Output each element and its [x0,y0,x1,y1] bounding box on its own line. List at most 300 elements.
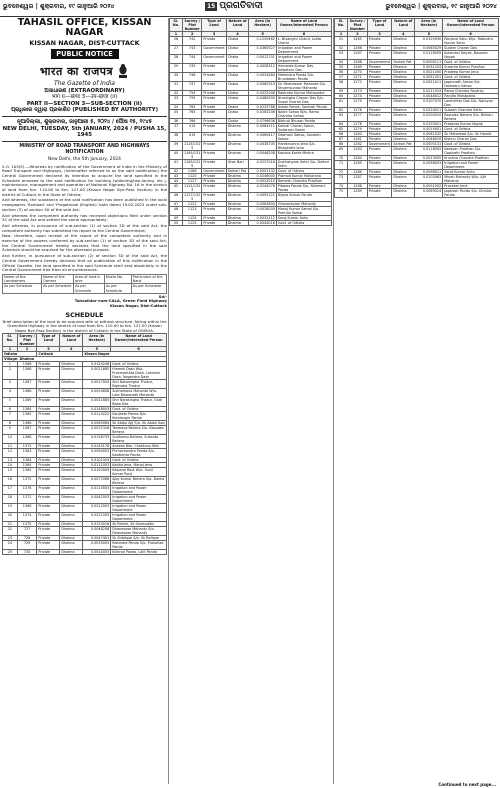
owner-name-cell: Sukhamana Mohanta W/o- Late Biswanath Mohanta [111,389,167,398]
land-type-cell: Private [202,119,226,124]
schedule-header-row [170,19,332,32]
owner-name-cell: Irrigation and Power Department [443,161,499,170]
sl-no-cell: 58 [335,80,348,89]
land-nature-cell: Dhalma [60,550,83,555]
land-type-cell: Private [37,380,60,389]
sl-no-cell: 59 [335,89,348,94]
land-type-cell: Private [202,184,226,193]
col-header-sl: Sl. No. [335,19,348,32]
area-hectare-cell: 0.0012701 [249,55,277,64]
area-hectare-cell: 0.0061032 [415,132,443,137]
land-type-cell: Private [367,137,392,142]
plot-no-cell: 1127 [182,179,201,184]
land-nature-cell: Dhalma [392,175,415,184]
owner-name-cell: Himesh Dash W/o- Prahmadutta Dash, Lakshmi Dash, Nagendra Dash [111,367,167,380]
area-hectare-cell: 0.0021685 [83,398,111,407]
owner-name-cell: Ashok Panda, Santosh Panda [276,105,331,110]
land-nature-cell: Chaka [226,110,249,119]
table-row [170,46,332,55]
sl-no-cell: 33 [170,96,183,105]
sl-no-cell: 47 [170,202,183,207]
land-type-cell: Private [367,175,392,184]
col-number: 3 [202,32,226,37]
summary-cell: As per Schedule [73,284,104,293]
owner-name-cell: Harekrushna Jena S/o- Bhagirathi Jena [276,142,331,151]
plot-no-cell: 1276 [348,108,368,113]
land-type-cell: Private [367,170,392,175]
schedule-table-1 [2,333,167,555]
signature-designation: Tahasildar-cum-CALA, Green Field Highway [74,298,167,304]
plot-no-cell: 1376 [17,486,37,495]
land-type-cell: Private [37,421,60,426]
header-left-dateline: ଭୁବନେଶ୍ୱର | ଶୁକ୍ରବାର, ୧୯ ଜାନୁଆରି ୨୦୨୪ [3,3,115,10]
land-type-cell: Private [367,127,392,132]
area-hectare-cell: 0.0069024 [415,189,443,198]
col-number: 1 [3,347,18,352]
plot-no-cell: 1165/1315 [184,160,201,168]
plot-no-cell: 1368 [17,435,37,444]
land-nature-cell: Dhalma [60,407,83,412]
land-nature-cell: Dhalma [392,170,415,175]
area-hectare-cell: 0.0051001 [415,75,443,80]
plot-no-cell: 1270 [348,70,368,75]
plot-no-cell: 1285 [348,161,368,170]
col-number: 2 [348,32,368,37]
land-type-cell: Government [368,60,390,64]
table-row [170,193,332,202]
col-number: 1 [170,32,183,37]
sl-no-cell: 22 [3,527,18,536]
sl-no-cell: 73 [335,175,348,184]
col-header-sl: Sl. No. [3,334,18,347]
col-header-nature: Nature of Land [392,19,415,32]
table-row [3,468,167,477]
owner-name-cell: Kalpana Rout W/o- Sunil Kumar Rout [111,468,167,477]
land-nature-cell: Dhalma [392,137,415,142]
sl-no-cell: 25 [3,550,18,555]
summary-header-cell: Name of the Owners [41,275,73,284]
land-nature-cell: Dhalma [392,132,415,137]
sl-no-cell: 7 [3,412,18,421]
plot-no-cell: 1287 [348,175,368,184]
sl-no-cell: 66 [335,132,348,137]
plot-no-cell: 744 [182,55,201,64]
land-nature-cell: Dhalma [226,179,249,184]
sl-no-cell: 62 [335,108,348,113]
owner-name-cell: Shri Narasingha Thakur, Gadi Baba Das [111,398,167,407]
land-type-cell: Private [37,367,60,380]
sl-no-cell: 46 [170,193,183,202]
plot-no-cell: 1279 [348,127,368,132]
owner-name-cell: Pitabas Panda S/o- Nilamani Panda [276,184,331,193]
table-row [170,110,332,119]
land-type-cell: Private [202,133,226,142]
owner-name-cell: Ranjana Sahu W/o- Rabindra Kumar Sahu [443,37,499,46]
land-nature-cell: Chaka [226,37,249,46]
land-nature-cell: Dhalma [60,495,83,504]
table-row [3,435,167,444]
land-nature-cell: Dhalma [392,94,415,99]
area-hectare-cell: 0.0153016 [83,522,111,527]
land-type-cell: Private [367,147,392,156]
land-nature-cell: Dhalma [226,184,249,193]
plot-no-cell: 1123 [182,207,201,216]
summary-header-cell: Khata No. [104,275,131,284]
owner-name-cell: Narayan Pradhan S/o- Gopinath Pradhan [443,147,499,156]
sl-no-cell: 36 [170,119,183,124]
area-hectare-cell: 0.1229462 [249,37,277,46]
sl-no-cell: 23 [3,536,18,541]
owner-name-cell: Laxmidhar Das S/o- Narayan Das [443,99,499,108]
sl-no-cell: 27 [170,46,183,55]
col-header-sl: Sl. No. [170,19,183,32]
table-row [3,477,167,486]
plot-no-cell: 1367 [17,380,37,389]
area-hectare-cell: 0.0019001 [415,127,443,132]
sl-no-cell: 13 [3,458,18,463]
owner-name-cell: Manoj Kumar Samal S/o- Prafulla Samal [276,207,331,216]
sl-no-cell: 35 [170,110,183,119]
area-hectare-cell: 0.0024608 [83,389,111,398]
sl-no-cell: 28 [170,55,183,64]
sl-no-cell: 16 [3,477,18,486]
plot-no-cell: 1364 [17,407,37,412]
plot-no-cell: 729 [17,541,37,550]
land-nature-cell: Dhalma [392,75,415,80]
plot-no-cell: 1375 [17,522,37,527]
area-hectare-cell: 0.0312003 [83,504,111,513]
area-hectare-cell: 0.0038705 [249,142,277,151]
notice-paragraph-3: And whereas the competent authority has received objections filed under section 3C of the said Act and settled the same appropriately; [2,212,167,223]
table-row [170,64,332,73]
area-hectare-cell: 0.0031203 [415,65,443,70]
area-hectare-cell: 0.0085064 [83,421,111,426]
area-hectare-cell: 0.0227018 [249,160,277,169]
table-row [3,389,167,398]
gazette-english-title: The Gazette of India [54,80,115,87]
owner-name-cell: Sk Mahamad S/o- Sk Hamid [443,132,499,137]
land-type-cell: Private [202,142,226,151]
area-hectare-cell: 0.0058003 [415,161,443,170]
table-row [3,504,167,513]
col-number: 3 [37,347,60,352]
col-header-type: Type of Land [202,19,226,32]
gazette-masthead [2,61,167,81]
area-hectare-cell: 0.0063800 [249,202,277,207]
sl-no-cell: 70 [335,156,348,161]
land-type-cell: Private [37,495,60,504]
table-row [335,51,499,60]
area-hectare-cell: 0.0013005 [415,156,443,161]
col-number: 2 [17,347,37,352]
plot-no-cell: 1120 [182,174,201,179]
land-nature-cell: Sarkari Pat [226,169,249,174]
owner-name-cell: Irrigation and Power Department [111,495,167,504]
sl-no-cell: 56 [335,70,348,75]
table-row [3,398,167,407]
village-cell: Village: Dhalma [3,357,167,362]
area-hectare-cell: 0.0084211 [249,124,277,133]
owner-name-cell: Kabita Jena, Manoj Jena [111,463,167,468]
owner-name-cell: Rabindra Kumar Mohapatra [276,91,331,96]
table-row [3,486,167,495]
page-header [0,0,500,17]
table-row [335,161,499,170]
sl-no-cell: 39 [170,142,183,151]
plot-no-cell: 1365 [17,412,37,421]
land-nature-cell: Chaka [226,64,249,73]
table-row [170,37,332,46]
owner-name-cell: Irrigation and Power Department [276,46,331,55]
col-number: 2 [182,32,201,37]
issue-odia: ନୂଆଦିଲ୍ଲୀ, ଶୁକ୍ରବାର, ଜାନୁଆରୀ ୫, ୨୦୨୪ / ପୌଷ ୧୫, ୧୯୪୫ [17,118,152,125]
owner-name-cell: Sudam Charan Das [443,46,499,51]
land-nature-cell: Dhalma [60,412,83,421]
owner-name-cell: Mahendra Panda S/o- Brundaban Panda [276,73,331,82]
plot-no-cell: 728 [17,536,37,541]
plot-no-cell: 1363 [17,449,37,458]
land-nature-cell: Dhalma [226,193,249,202]
divider [2,141,167,142]
table-row [335,189,499,198]
land-type-cell: Private [37,536,60,541]
land-nature-cell: Chaka [226,73,249,82]
owner-name-cell: Bishnu Charan Das [443,137,499,142]
land-type-cell: Private [367,80,392,89]
owner-name-cell: Govt. of Odisha [443,75,499,80]
land-nature-cell: Dhalma [392,147,415,156]
part-english: PART II—SECTION 3—SUB-SECTION (ii) [26,100,143,107]
land-type-cell: Private [367,65,392,70]
land-nature-cell: Dhalma [60,527,83,536]
land-nature-cell: Dhalma [226,133,249,142]
owner-name-cell: Tanmaya Behera S/o- Basudev Behera [111,426,167,435]
area-hectare-cell: 0.0103063 [415,175,443,184]
land-type-cell: Private [202,179,226,184]
sl-no-cell: 12 [3,449,18,458]
schedule-body-2 [170,37,332,226]
sl-no-cell: 20 [3,513,18,522]
plot-no-cell: 1366 [17,362,37,367]
land-type-cell: Private [367,122,392,127]
land-type-cell: Government [368,142,390,146]
plot-no-cell: 1122 [182,202,201,207]
sl-no-cell: 1 [3,362,18,367]
land-nature-cell: Dhalma [226,207,249,216]
owner-name-cell: Govt. of Odisha [111,362,167,367]
area-hectare-cell: 0.0263206 [249,110,277,119]
land-type-cell: Private [367,75,392,80]
owner-name-cell: Rabindra Panda S/o- Prahallad Panda [111,541,167,550]
owner-name-cell: Irrigation and Power Department [111,486,167,495]
land-nature-cell: Dhalma [392,65,415,70]
summary-cell: As per Schedule [104,284,131,293]
owner-name-cell: Sitamani Sahoo, Sanatan Sahoo [276,133,331,142]
area-hectare-cell: 0.0047401 [83,536,111,541]
col-number: 4 [60,347,83,352]
sl-no-cell: 61 [335,99,348,108]
col-header-area: Area (in Hectare) [83,334,111,347]
land-nature-cell: Dhalma [60,398,83,407]
plot-no-cell: 1127/1325 [184,193,201,201]
table-row [170,55,332,64]
sl-no-cell: 6 [3,407,18,412]
public-notice-label: PUBLIC NOTICE [51,49,119,59]
col-number: 5 [415,32,443,37]
area-hectare-cell: 0.0048012 [415,94,443,99]
land-nature-cell: Dhalma [60,468,83,477]
land-nature-cell: Dhalma [60,362,83,367]
land-nature-cell: Ghar Bari [226,160,249,169]
owner-name-cell: Govt. of Odisha [276,169,331,174]
plot-no-cell: 1367 [17,426,37,435]
land-nature-cell: Dhalma [392,99,415,108]
sl-no-cell: 17 [3,486,18,495]
sl-no-cell: 2 [3,367,18,380]
land-type-cell: Private [37,435,60,444]
sl-no-cell: 24 [3,541,18,550]
col-number: 4 [226,32,249,37]
area-hectare-cell: 0.0021685 [83,367,111,380]
plot-no-cell: 1366 [17,421,37,426]
area-hectare-cell: 0.0024484 [249,73,277,82]
land-type-cell: Private [367,132,392,137]
owner-name-cell: Shri Narasingha Thakur, Rajendra Thakur [111,380,167,389]
sl-no-cell: 60 [335,94,348,99]
land-type-cell: Private [367,113,392,122]
plot-no-cell: 1269 [348,65,368,70]
plot-no-cell: 1266 [348,46,368,51]
land-type-cell: Private [37,504,60,513]
notification-date: New Delhi, the 5th January, 2024 [48,156,121,162]
sl-no-cell: 57 [335,75,348,80]
owner-name-cell: Susanta Kumar Pradhan [443,65,499,70]
plot-no-cell: 1166 [182,169,201,174]
sl-no-cell: 21 [3,522,18,527]
owner-name-cell: Krushna Chandra Pradhan [443,156,499,161]
plot-no-cell: 1271 [348,75,368,80]
area-hectare-cell: 0.0144178 [83,444,111,449]
plot-no-cell: 1366 [17,504,37,513]
area-hectare-cell: 0.0000111 [415,60,443,65]
schedule-table-2 [169,18,332,226]
summary-cell: As per Schedule [41,284,73,293]
sl-no-cell: 68 [335,142,348,147]
col-header-plot: Survey / Plot Number [19,334,35,347]
owner-name-cell: Aneesa Bibi, Chakkunu Bibi [111,444,167,449]
area-hectare-cell: 0.0014003 [83,550,111,555]
summary-cell: As per Schedule [3,284,42,293]
sl-no-cell: 9 [3,426,18,435]
sl-no-cell: 44 [170,179,183,184]
sl-no-cell: 43 [170,174,183,179]
land-nature-cell: Dhalma [392,184,415,189]
land-nature-cell: Dhalma [392,70,415,75]
land-type-cell: Private [202,110,226,119]
plot-no-cell: 1375 [17,477,37,486]
area-hectare-cell: 0.0092121 [249,193,277,202]
area-hectare-cell: 0.0035003 [83,541,111,550]
area-hectare-cell: 0.0124248 [83,362,111,367]
table-row [170,184,332,193]
land-nature-cell: Dhalma [392,37,415,46]
owner-name-cell: Ghanashyam Mohanty [276,202,331,207]
notice-paragraph-2: And whereas, the substance of the said notification has been published in the local newspapers 'Sambad' and 'Pragativadi (English)' both dated 19.02.2023 under sub-section (3) of section 3A of the said Act; [2,197,167,212]
summary-cell: As per Schedule [131,284,166,293]
sl-no-cell: 52 [335,46,348,51]
plot-no-cell: 755 [182,96,201,105]
owner-name-cell: Kulamani Nayak, Basanta Nayak [443,51,499,60]
area-hectare-cell: 0.0046208 [83,527,111,536]
area-hectare-cell: 0.0000131 [415,142,443,147]
state-cell: Odisha [3,352,37,357]
col-number: 6 [443,32,499,37]
sl-no-cell: 64 [335,122,348,127]
land-nature-cell: Dhalma [60,522,83,527]
land-type-cell: Private [202,105,226,110]
land-type-cell: Private [367,37,392,46]
schedule-body-3 [335,37,499,198]
table-row [335,113,499,122]
table-row [3,449,167,458]
ministry-heading: MINISTRY OF ROAD TRANSPORT AND HIGHWAYS NOTIFICATION [19,143,150,156]
land-type-cell: Private [202,151,226,160]
owner-name-cell: L. Bivangini Chand, Lalita Chand [276,37,331,46]
plot-no-cell: 1369 [17,398,37,407]
schedule-header-row [3,334,167,347]
owner-name-cell: Sanjeeta Panda D/o- Kundangiri Panda [111,412,167,421]
owner-name-cell: Irrigation and Power Department [111,513,167,522]
landowner-summary-table [2,274,167,294]
district-cell: Cuttack [37,352,83,357]
sl-no-cell: 26 [170,37,183,46]
plot-no-cell: 1371 [17,495,37,504]
land-nature-cell: Dhalma [392,51,415,60]
land-type-cell: Private [367,51,392,60]
plot-no-cell: 1372 [17,444,37,449]
land-nature-cell: Dhalma [226,202,249,207]
land-type-cell: Private [37,458,60,463]
land-type-cell: Private [37,389,60,398]
land-type-cell: Private [37,486,60,495]
land-type-cell: Private [202,73,226,82]
sl-no-cell: 42 [170,169,183,174]
area-hectare-cell: 0.0072066 [83,477,111,486]
national-emblem-icon [117,62,129,80]
area-hectare-cell: 0.0060314 [249,82,277,91]
land-type-cell: Private [37,407,60,412]
owner-name-cell: Bibhuti Bhusan Parida [276,119,331,124]
land-nature-cell: Sarkari Pat [392,60,415,65]
land-nature-cell: Chaka [226,96,249,105]
land-nature-cell: Dhalma [60,426,83,435]
owner-name-cell: Kalindi Charan Swain, Sudarsan Swain [276,124,331,133]
area-hectare-cell: 0.0480500 [249,96,277,105]
sl-no-cell: 40 [170,151,183,160]
plot-no-cell: 730 [17,550,37,555]
land-type-cell: Private [367,108,392,113]
land-nature-cell: Dhalma [226,174,249,179]
sl-no-cell: 74 [335,184,348,189]
land-nature-cell: Dhalma [392,46,415,51]
land-nature-cell: Dhalma [60,463,83,468]
plot-no-cell: 1272 [348,80,368,89]
table-row [3,513,167,522]
land-nature-cell: Dhalma [226,151,249,160]
area-hectare-cell: 0.0042003 [83,495,111,504]
plot-no-cell: 765 [182,110,201,119]
issue-english: NEW DELHI, TUESDAY, 5th JANUARY, 2024 / PUSHA 15, 1945 [2,125,167,139]
